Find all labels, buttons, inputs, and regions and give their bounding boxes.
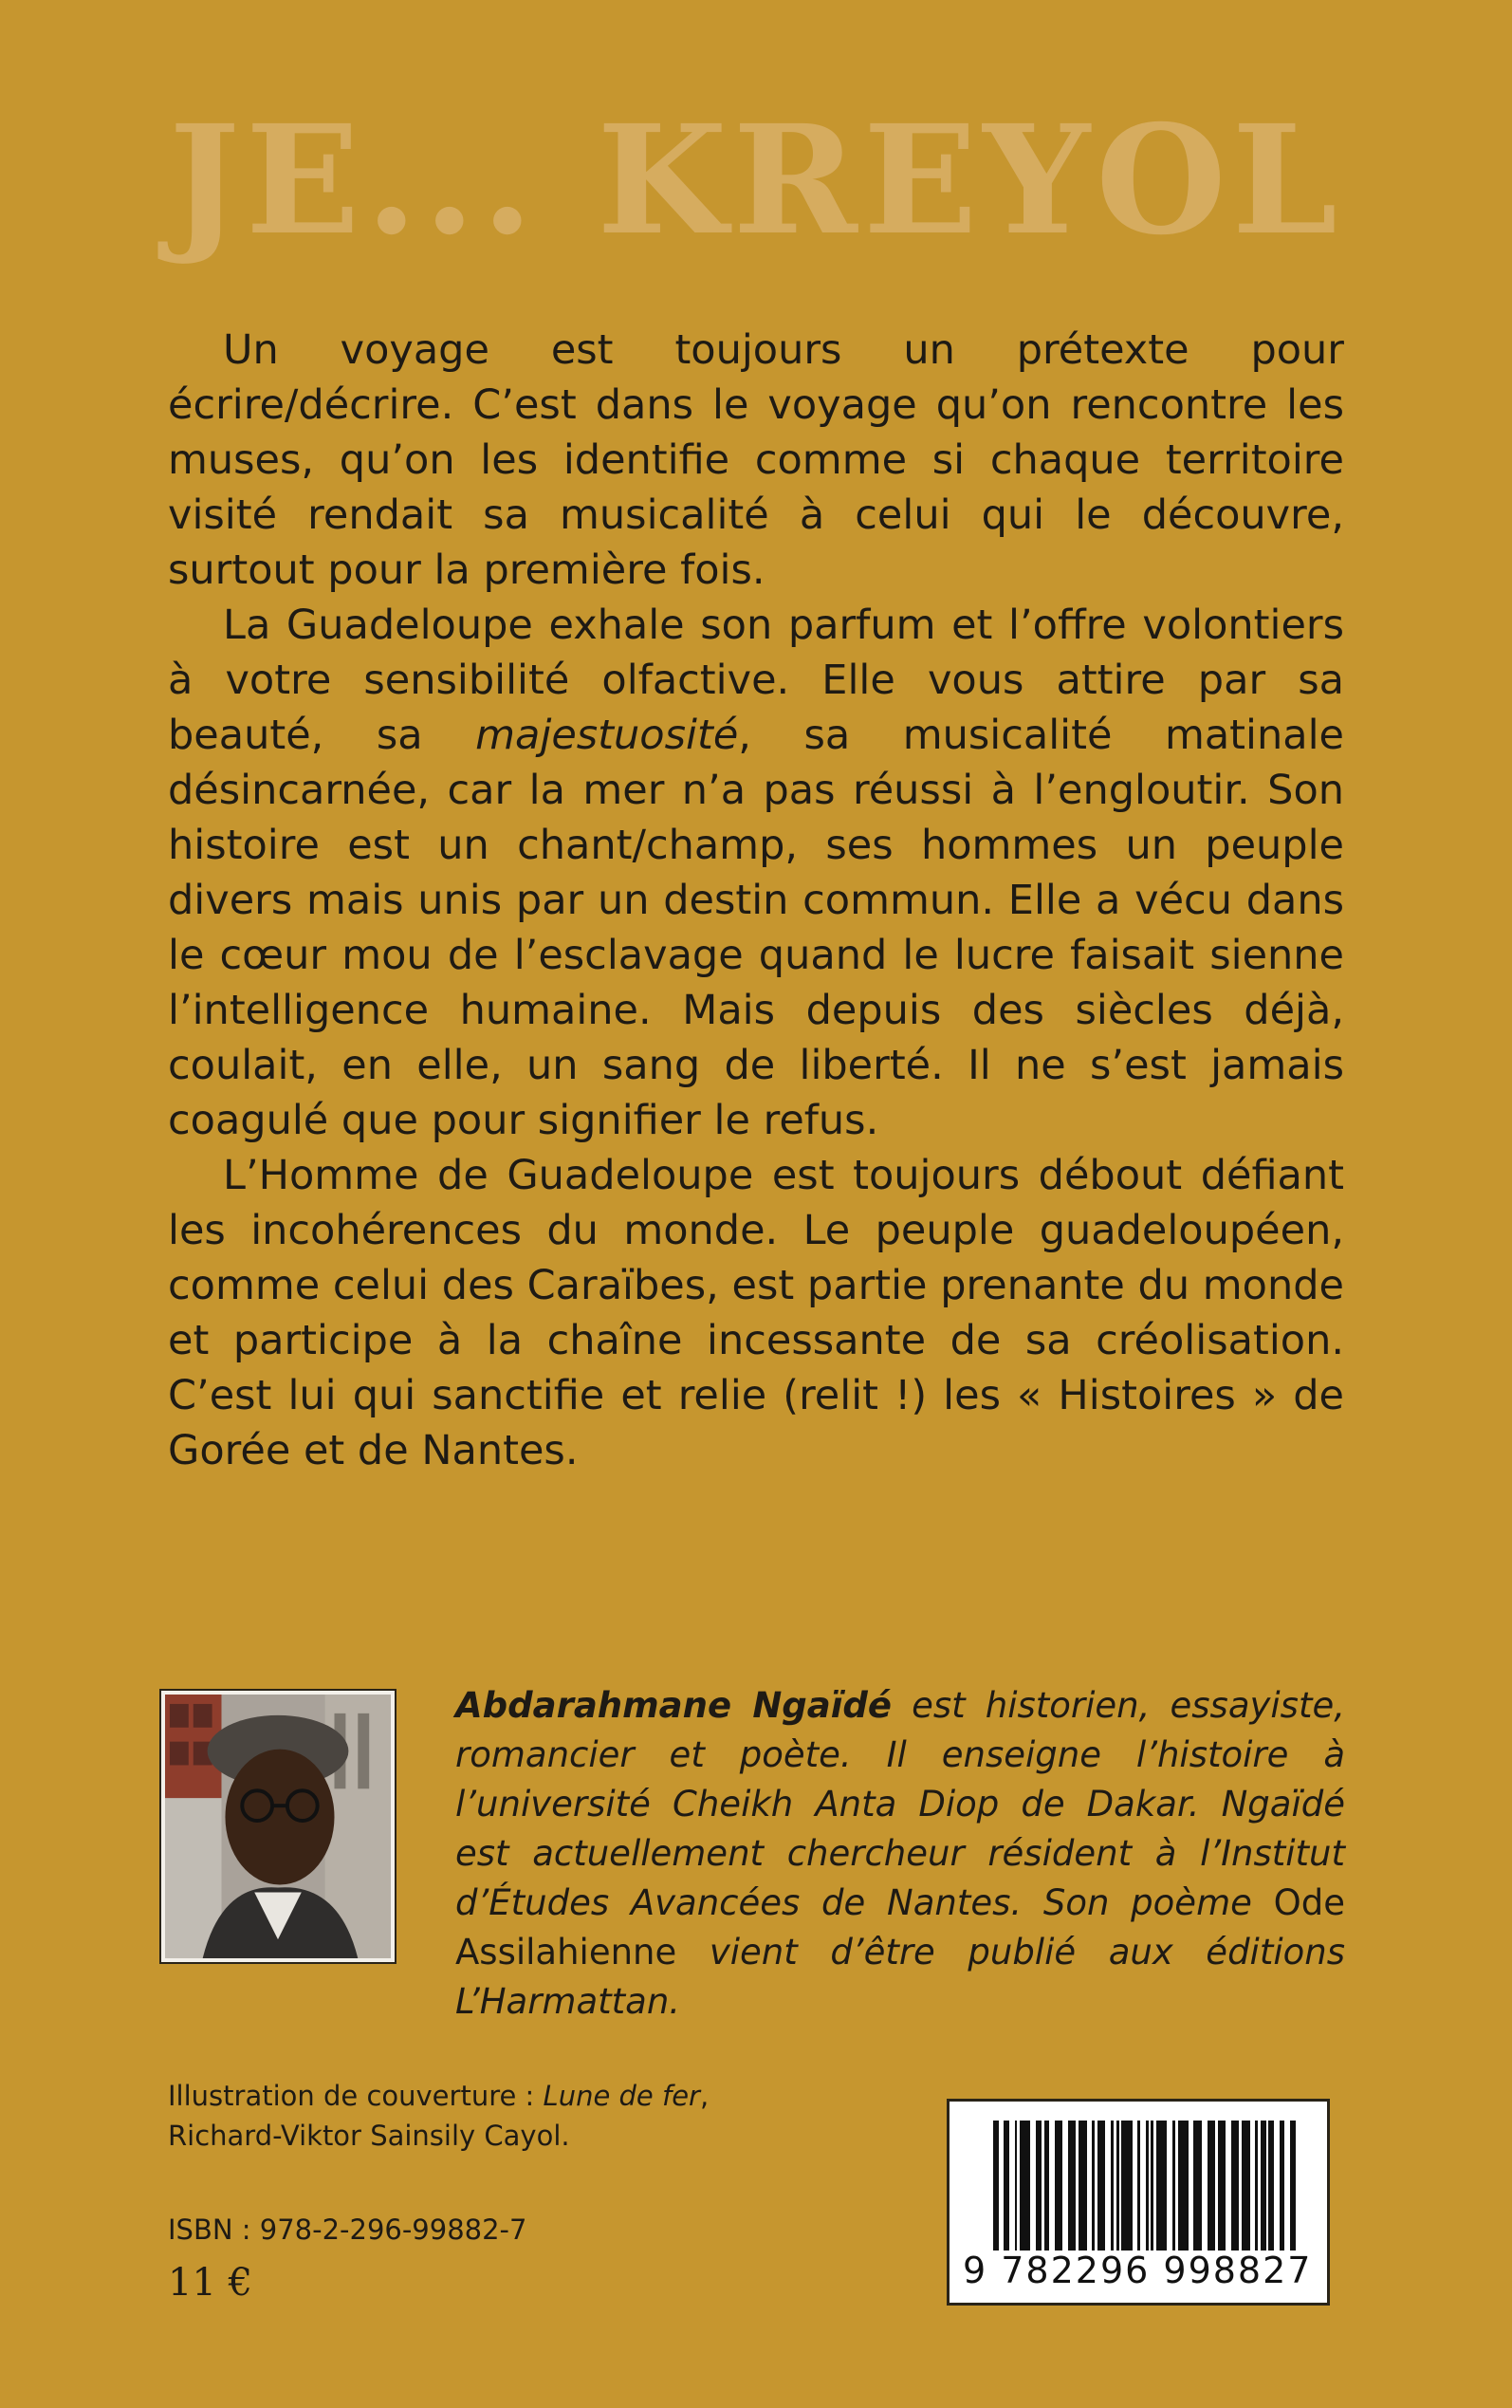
barcode-digits: 9 782296 998827 <box>963 2250 1313 2291</box>
barcode-bars <box>993 2121 1301 2251</box>
author-photo <box>159 1689 396 1964</box>
text-run: La Guadeloupe exhale son parfum et l’offre volontiers à votre sensibilité olfactive. Elle vous attire par sa beauté, sa <box>168 602 1344 759</box>
author-name: Abdarahmane Ngaïdé <box>455 1685 892 1726</box>
barcode-bar <box>1218 2121 1226 2251</box>
barcode-bar <box>1121 2121 1132 2251</box>
paragraph <box>168 598 1344 1148</box>
italic-text: majestuosité <box>475 712 739 759</box>
barcode-bar <box>1178 2121 1189 2251</box>
barcode-bar <box>1079 2121 1086 2251</box>
price-text: 11 € <box>168 2261 253 2305</box>
book-title: JE... KREYOL <box>169 93 1343 269</box>
barcode-bar <box>1097 2121 1105 2251</box>
barcode <box>947 2099 1330 2306</box>
credit-work-title: Lune de fer <box>543 2080 700 2112</box>
illustration-credit <box>168 2076 709 2156</box>
barcode-bar <box>1208 2121 1215 2251</box>
back-cover-text <box>168 323 1344 1478</box>
bio-text: est historien, essayiste, romancier et poète. Il enseigne l’histoire à l’université Cheikh Anta Diop de Dakar. Ngaïdé est actuellement chercheur résident à l’Institut d’Études Avancées de Nantes. Son poème <box>455 1685 1345 1923</box>
isbn-text: ISBN : 978-2-296-99882-7 <box>168 2214 527 2246</box>
barcode-bar <box>1296 2121 1301 2251</box>
barcode-bar <box>1242 2121 1249 2251</box>
text-run: Un voyage est toujours un prétexte pour écrire/décrire. C’est dans le voyage qu’on rencontre les muses, qu’on les identifie comme si chaque territoire visité rendait sa musicalité à celui qui le découvre, surtout pour la première fois. <box>168 326 1344 594</box>
barcode-bar <box>1068 2121 1076 2251</box>
paragraph <box>168 323 1344 598</box>
credit-artist: Richard-Viktor Sainsily Cayol. <box>168 2120 570 2152</box>
credit-label: Illustration de couverture : <box>168 2080 544 2112</box>
barcode-bar <box>1156 2121 1167 2251</box>
author-portrait-image <box>165 1695 391 1958</box>
barcode-bar <box>1020 2121 1030 2251</box>
text-run: , sa musicalité matinale désincarnée, car la mer n’a pas réussi à l’engloutir. Son histoire est un chant/champ, ses hommes un peuple divers mais unis par un destin commun. Elle a vécu dans le cœur mou de l’esclavage quand le lucre faisait sienne l’intelligence humaine. Mais depuis des siècles déjà, coulait, en elle, un sang de liberté. Il ne s’est jamais coagulé que pour signifier le refus. <box>168 712 1344 1144</box>
barcode-bar <box>1055 2121 1062 2251</box>
bio-work-title: Ode Assilahienne <box>455 1882 1345 1973</box>
author-bio <box>455 1681 1345 2027</box>
barcode-bar <box>1231 2121 1239 2251</box>
text-run: L’Homme de Guadeloupe est toujours débout défiant les incohérences du monde. Le peuple guadeloupéen, comme celui des Caraïbes, est partie prenante du monde et participe à la chaîne incessante de sa créolisation. C’est lui qui sanctifie et relie (relit !) les « Histoires » de Gorée et de Nantes. <box>168 1152 1344 1474</box>
paragraph <box>168 1148 1344 1478</box>
bio-text-end: vient d’être publié aux éditions L’Harmattan. <box>455 1932 1345 2022</box>
barcode-bar <box>1193 2121 1201 2251</box>
credit-separator: , <box>699 2080 710 2112</box>
